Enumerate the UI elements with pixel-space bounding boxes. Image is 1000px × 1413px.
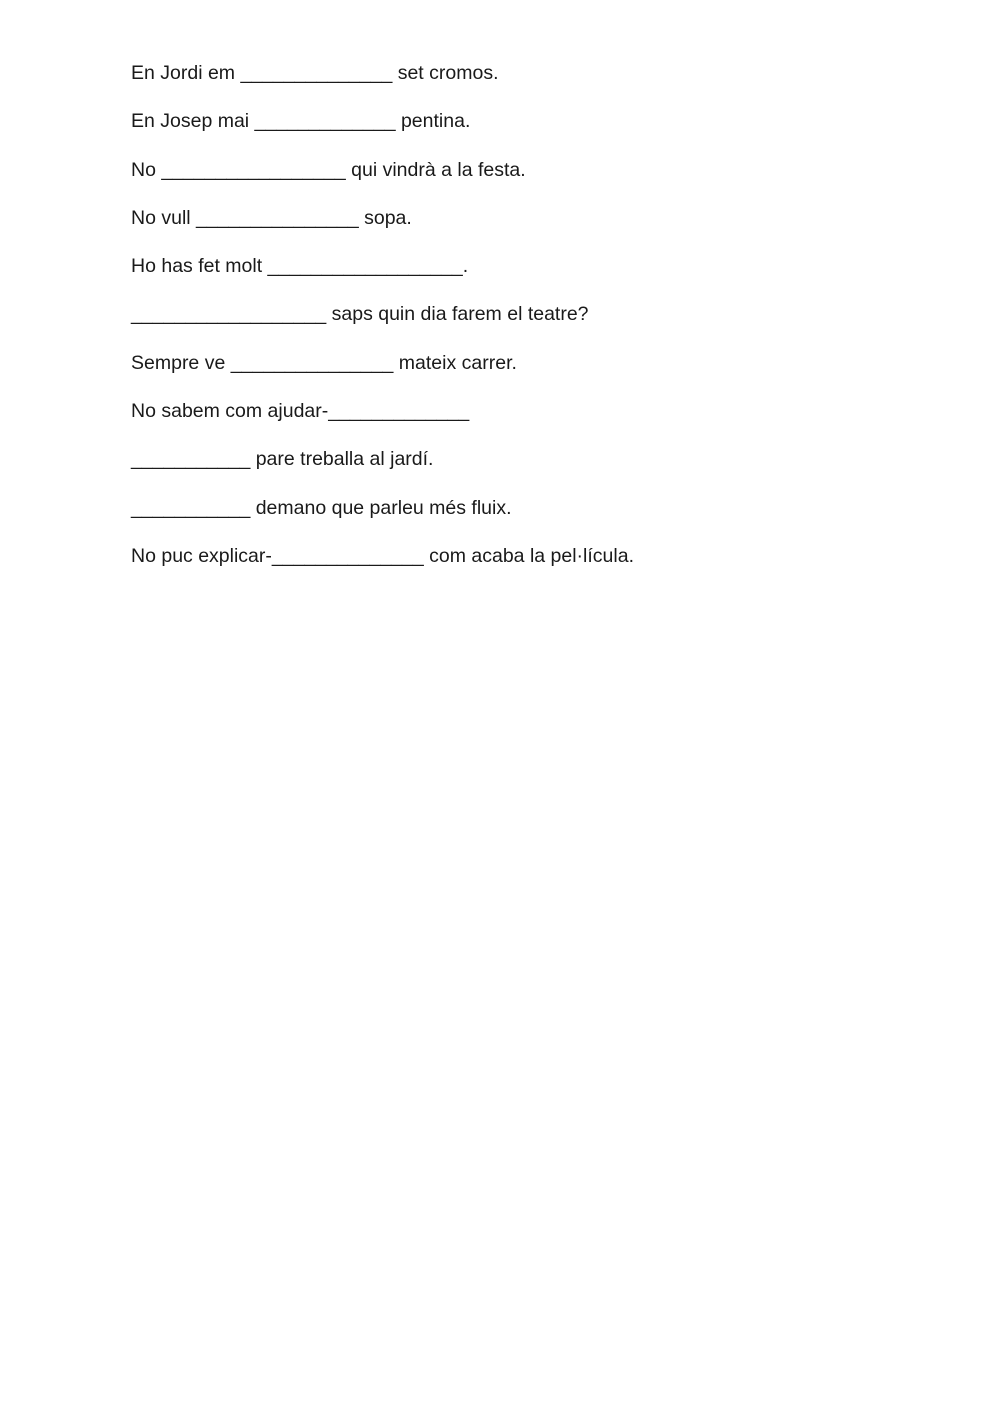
sentence-5: Ho has fet molt __________________. [131,255,469,278]
sentence-9: ___________ pare treballa al jardí. [131,448,434,471]
fill-in-the-blank-exercise [131,58,891,589]
sentence-3: No _________________ qui vindrà a la festa. [131,158,526,181]
sentence-2: En Josep mai _____________ pentina. [131,110,471,133]
sentence-11: No puc explicar-______________ com acaba la pel·lícula. [131,544,634,567]
sentence-4: No vull _______________ sopa. [131,206,412,229]
sentence-8: No sabem com ajudar-_____________ [131,400,470,423]
sentence-1: En Jordi em ______________ set cromos. [131,62,499,84]
sentence-7: Sempre ve _______________ mateix carrer. [131,351,517,374]
sentence-10: ___________ demano que parleu més fluix. [131,496,512,519]
sentence-6: __________________ saps quin dia farem el teatre? [131,303,589,326]
